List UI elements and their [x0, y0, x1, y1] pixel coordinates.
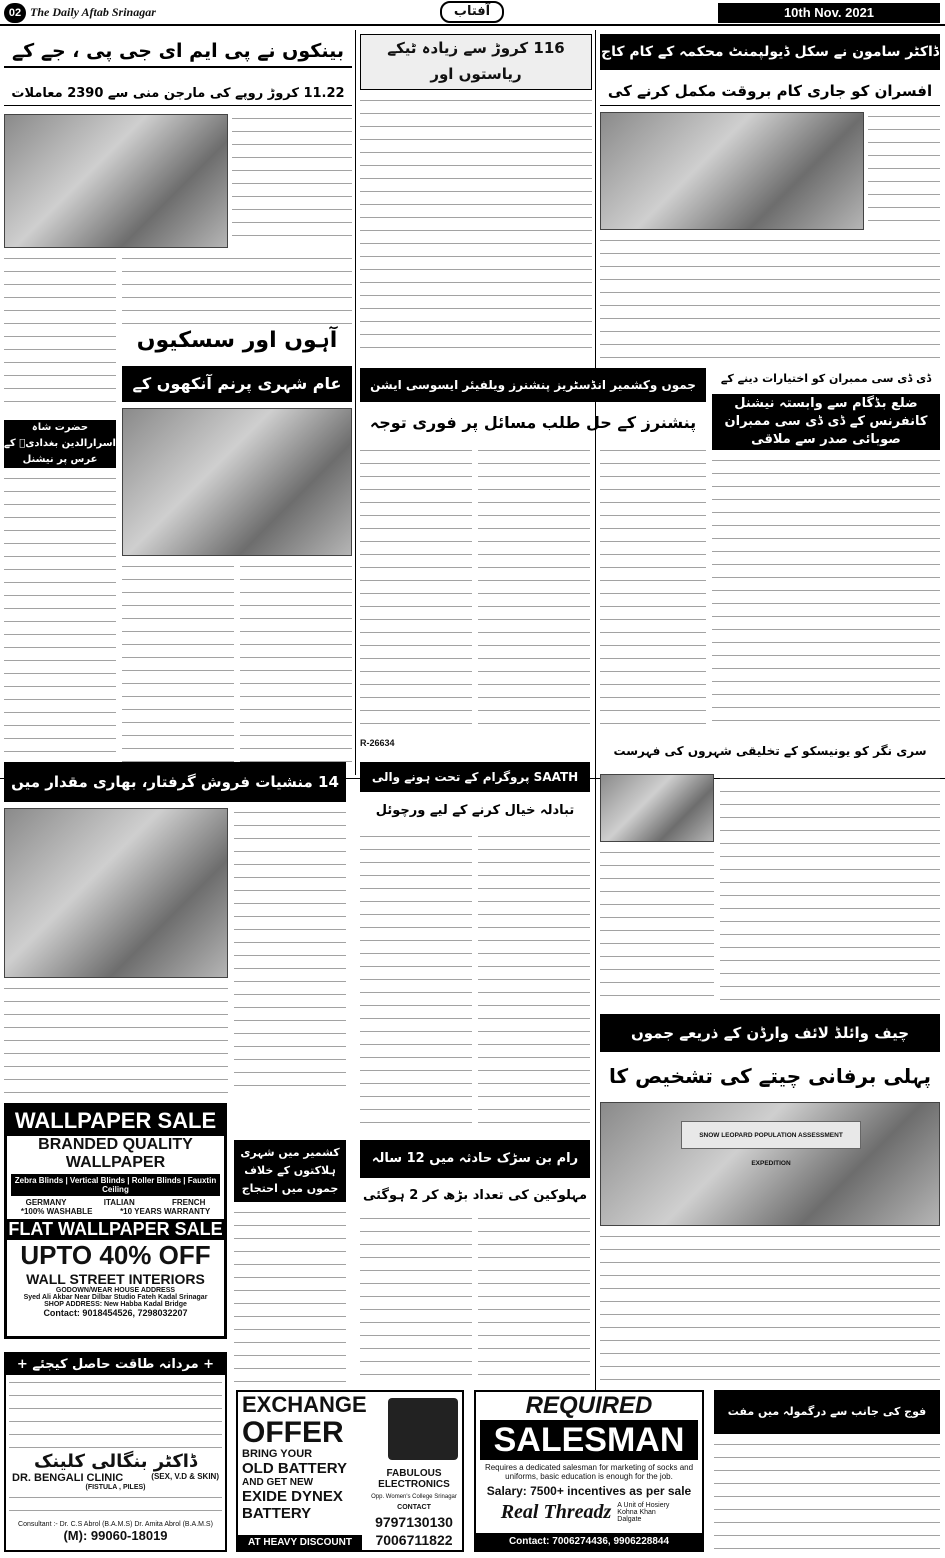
- clinic-details: [9, 1378, 222, 1448]
- company-name: WALL STREET INTERIORS: [26, 1271, 205, 1287]
- saath-body-text: [360, 832, 472, 1132]
- shop-address: Opp. Women's College Srinagar: [371, 1494, 457, 1500]
- origin-item: ITALIAN: [103, 1198, 135, 1207]
- phone-2: 7006711822: [375, 1532, 453, 1548]
- brand-unit: A Unit of Hosiery Kohna Khan Dalgate: [617, 1502, 670, 1523]
- expedition-banner: SNOW LEOPARD POPULATION ASSESSMENT EXPEDITION: [681, 1121, 861, 1149]
- warranty-label: *10 YEARS WARRANTY: [120, 1207, 211, 1216]
- vaccine-headline-1: 116 کروڑ سے زیادہ ٹیکے ریاستوں اور: [387, 39, 565, 83]
- wallpaper-origins: [7, 1198, 224, 1207]
- saath-headline: SAATH پروگرام کے تحت ہونے والی: [360, 762, 590, 792]
- brand-name: Real Threadz: [500, 1501, 612, 1523]
- mayor-photo: [600, 774, 714, 842]
- vaccine-body-text: [360, 96, 592, 358]
- bank-body-text: [232, 114, 352, 248]
- arrest-photo: [4, 808, 228, 978]
- washable-label: *100% WASHABLE: [20, 1207, 93, 1216]
- drugs-headline: 14 منشیات فروش گرفتار، بھاری مقدار میں: [4, 762, 346, 802]
- skill-body-text: [600, 236, 940, 358]
- offer-label: OFFER: [242, 1416, 344, 1449]
- cold-body-text: [240, 562, 352, 769]
- bank-headline: بینکوں نے پی ایم ای جی پی ، جے کے: [4, 34, 352, 68]
- drugs-body-text: [4, 984, 228, 1094]
- wallpaper-title: WALLPAPER SALE: [7, 1106, 224, 1136]
- shop-name: FABULOUS ELECTRONICS: [378, 1468, 450, 1490]
- clinic-tag: (SEX, V.D & SKIN): [151, 1472, 219, 1481]
- clinic-fistula: (FISTULA , PILES): [85, 1484, 146, 1491]
- salesman-label: SALESMAN: [480, 1420, 698, 1460]
- cold-headline: آہوں اور سسکیوں: [136, 328, 338, 353]
- wallpaper-contact: Contact: 9018454526, 7298032207: [43, 1308, 188, 1318]
- accident-headline: رام بن سڑک حادثہ میں 12 سالہ: [360, 1140, 590, 1178]
- shop-address: SHOP ADDRESS: New Habba Kadal Bridge: [44, 1301, 187, 1308]
- saint-box-title: حضرت شاہ اسرارالدین بغدادیؒ کے عرس پر نیشنل: [4, 420, 116, 468]
- accident-body-text: [360, 1214, 472, 1384]
- vaccine-headline-2: [361, 87, 591, 90]
- wallpaper-subtitle: BRANDED QUALITY WALLPAPER: [38, 1136, 193, 1171]
- unesco-headline: سری نگر کو یونیسکو کے تخلیقی شہروں کی فہرست: [613, 744, 927, 758]
- unesco-body-text: [720, 774, 940, 1006]
- pensioners-body-text: [478, 446, 590, 731]
- flat-sale-label: FLAT WALLPAPER SALE: [8, 1219, 223, 1239]
- battery-label: BATTERY: [242, 1505, 312, 1522]
- old-battery-label: OLD BATTERY: [242, 1460, 347, 1477]
- salary-label: Salary: 7500+ incentives as per sale: [486, 1484, 692, 1498]
- godown-label: GODOWN/WEAR HOUSE ADDRESS: [55, 1287, 176, 1294]
- ddc-body-text: [712, 456, 940, 731]
- ddc-headline: ضلع بڈگام سے وابستہ نیشنل کانفرنس کے ڈی ڈی سی ممبران صوبائی صدر سے ملاقی: [712, 394, 940, 450]
- saath-body-text: [478, 832, 590, 1132]
- accident-subhead: مہلوکین کی تعداد بڑھ کر 2 ہوگئی: [362, 1188, 588, 1203]
- drugs-body-text: [234, 808, 346, 1094]
- battery-ad: [236, 1390, 464, 1552]
- skill-subhead: افسران کو جاری کام بروقت مکمل کرنے کی: [600, 76, 940, 106]
- pensioners-subhead: پنشنرز کے حل طلب مسائل پر فوری توجہ: [369, 413, 697, 432]
- origin-item: FRENCH: [172, 1198, 206, 1207]
- wallpaper-features: [7, 1207, 224, 1216]
- protest-headline: کشمیر میں شہری ہلاکتوں کے خلاف جموں میں احتجاج: [234, 1140, 346, 1202]
- paper-logo: آفتاب: [440, 1, 504, 23]
- leopard-headline-2: پہلی برفانی چیتے کی تشخیص کا: [609, 1064, 931, 1088]
- page-number: 02: [4, 3, 26, 23]
- funeral-photo: [122, 408, 352, 556]
- godown-address: Syed Ali Akbar Near Dilbar Studio Fateh Kadal Srinagar: [23, 1294, 208, 1301]
- leopard-body-text: [600, 1232, 940, 1382]
- exide-label: EXIDE DYNEX: [242, 1488, 343, 1505]
- exchange-label: EXCHANGE: [242, 1392, 367, 1417]
- skill-headline: ڈاکٹر سامون نے سکل ڈیولپمنٹ محکمہ کے کام کاج: [600, 34, 940, 70]
- ref-number: R-26634: [360, 738, 395, 748]
- salesman-ad: [474, 1390, 704, 1552]
- meeting-photo: [4, 114, 228, 248]
- get-new-label: AND GET NEW: [242, 1477, 314, 1488]
- saath-subhead: تبادلہ خیال کرنے کے لیے ورچوئل: [375, 803, 575, 818]
- army-body-text: [714, 1440, 940, 1552]
- leopard-headline-1: چیف وائلڈ لائف وارڈن کے ذریعے جموں: [600, 1014, 940, 1052]
- required-label: REQUIRED: [525, 1392, 653, 1419]
- sales-contact: Contact: 7006274436, 9906228844: [476, 1533, 702, 1550]
- unesco-body-text: [600, 848, 714, 1006]
- bring-label: BRING YOUR: [242, 1448, 313, 1460]
- column-rule: [595, 30, 596, 1390]
- origin-item: GERMANY: [25, 1198, 67, 1207]
- brand-row: [476, 1498, 702, 1527]
- skill-body-text: [868, 112, 940, 230]
- cold-body-text: [122, 562, 234, 769]
- skill-meeting-photo: [600, 112, 864, 230]
- job-description: Requires a dedicated salesman for marketing of socks and uniforms, basic education is enough for the job.: [484, 1463, 694, 1481]
- ddc-kicker: ڈی ڈی سی ممبران کو اختیارات دینے کے: [720, 372, 932, 385]
- protest-body-text: [234, 1208, 346, 1383]
- wallpaper-types: Zebra Blinds | Vertical Blinds | Roller Blinds | Fauxtin Ceiling: [11, 1174, 220, 1196]
- discount-label: UPTO 40% OFF: [20, 1240, 211, 1270]
- pensioners-body-text: [360, 446, 472, 731]
- clinic-ad: [4, 1352, 227, 1552]
- accident-body-text: [478, 1214, 590, 1384]
- phone-1: 9797130130: [375, 1514, 453, 1530]
- clinic-mobile: (M): 99060-18019: [63, 1528, 168, 1543]
- heavy-discount-label: AT HEAVY DISCOUNT: [238, 1535, 362, 1550]
- clinic-name-urdu: ڈاکٹر بنگالی کلینک: [34, 1451, 197, 1472]
- issue-date: 10th Nov. 2021: [718, 3, 940, 23]
- clinic-timings: [9, 1493, 222, 1519]
- expedition-photo: [600, 1102, 940, 1226]
- paper-name: The Daily Aftab Srinagar: [30, 5, 156, 19]
- saint-body-text: [4, 474, 116, 769]
- contact-label: CONTACT: [397, 1504, 431, 1511]
- column-rule: [355, 30, 356, 775]
- clinic-consultants: Consultant :- Dr. C.S Abrol (B.A.M.S) Dr. Amita Abrol (B.A.M.S): [18, 1521, 213, 1528]
- clinic-name-row: [6, 1472, 225, 1484]
- pensioners-body-text: [600, 446, 706, 731]
- cold-subhead: عام شہری پرنم آنکھوں کے: [122, 366, 352, 402]
- battery-icon: [388, 1398, 458, 1460]
- wallpaper-ad: [4, 1103, 227, 1339]
- clinic-name: DR. BENGALI CLINIC: [12, 1472, 124, 1484]
- army-headline: فوج کی جانب سے درگمولہ میں مفت: [714, 1390, 940, 1434]
- vaccine-box: [360, 34, 592, 90]
- bank-subhead: 11.22 کروڑ روپے کی مارجن منی سے 2390 معاملات: [4, 82, 352, 106]
- bank-body-text: [4, 254, 116, 414]
- clinic-top-banner: + مردانہ طاقت حاصل کیجئے +: [6, 1354, 225, 1375]
- pensioners-headline: جموں وکشمیر انڈسٹریز پنشنرز ویلفیئر ایسوسی ایشن: [360, 368, 706, 402]
